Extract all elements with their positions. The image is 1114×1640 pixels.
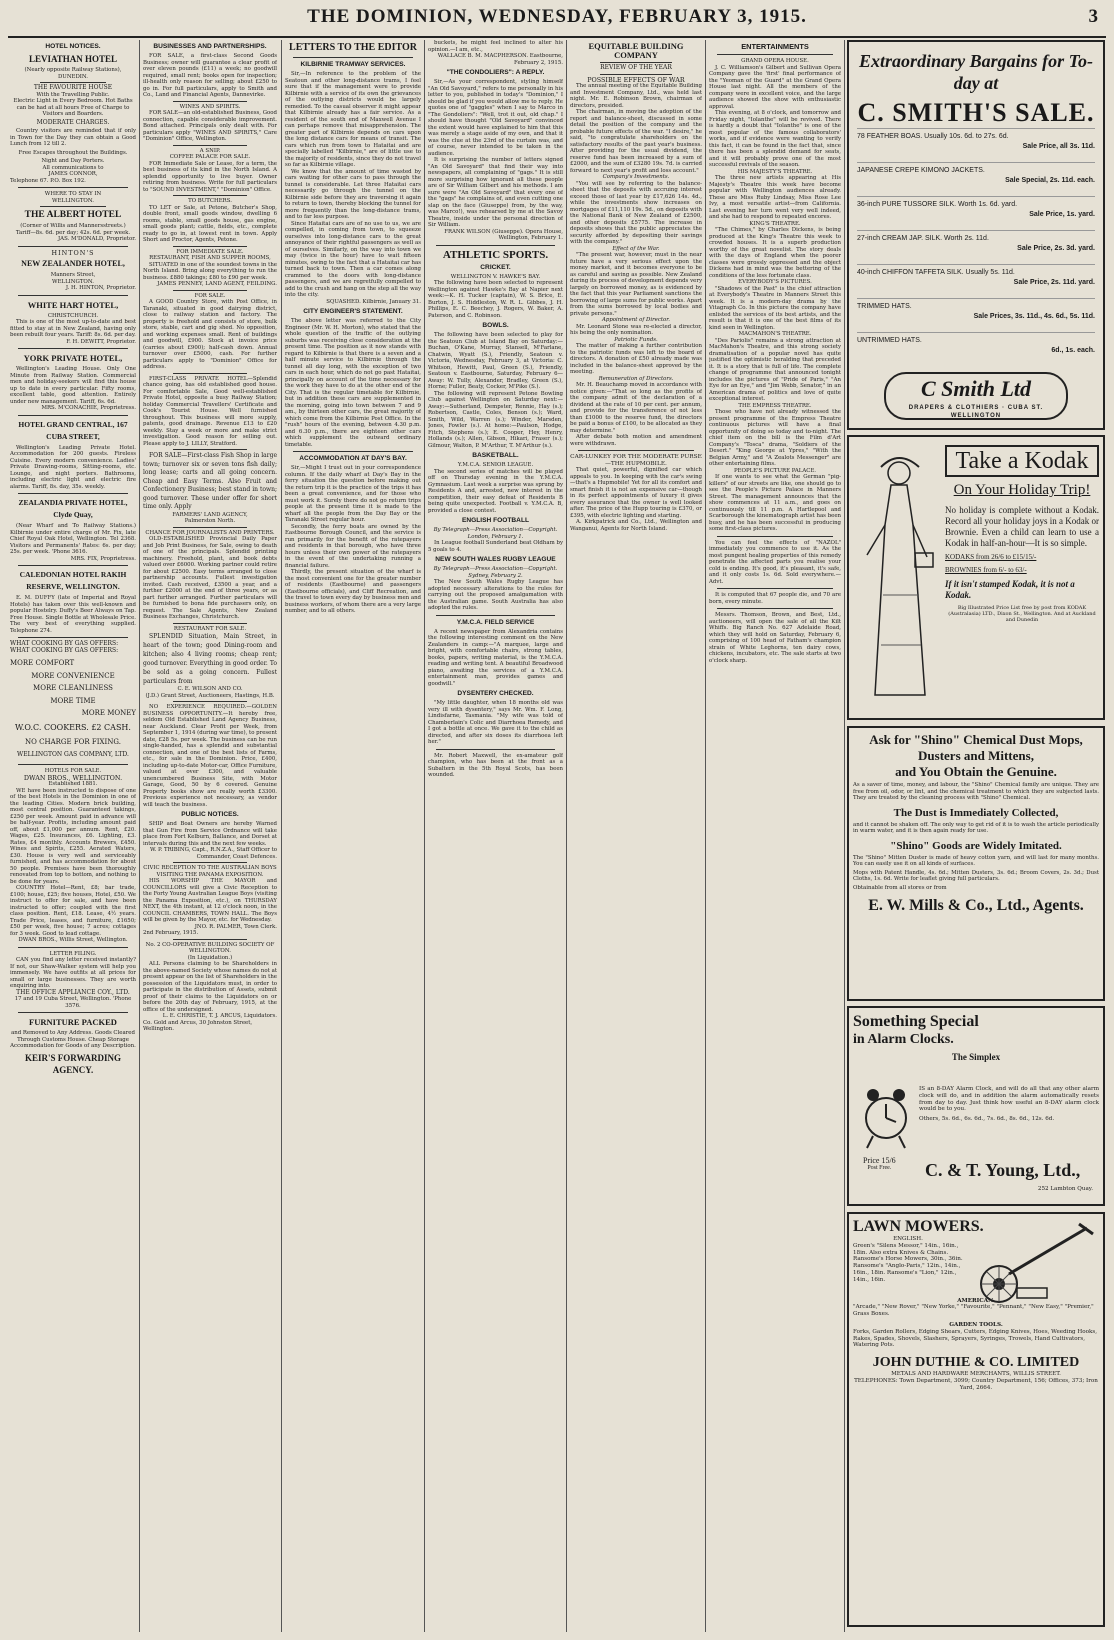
ad-text: Electric Light in Every Bedroom. Hot Baths can be had at all hours Free of Charge to Visitors and Boarders. xyxy=(13,98,133,117)
ad-text: HIS WORSHIP THE MAYOR and COUNCILLORS will give a Civic Reception to the Forty Young Australian League Boys (visiting the Panama Exposition, etc.), on THURSDAY NEXT, the 4th instant, at 12 o'clock noon, in the COUNCIL CHAMBERS, TOWN HALL. The Boys will be given by the Mayor, etc. for Wednesday. xyxy=(143,878,277,923)
article-text: Secondly, the ferry boats are owned by the Eastbourne Borough Council, and the service is run primarily for the benefit of the ratepayers and residents in that borough, who have three hours unless their own power of the ratepayers in the event of the undertaking running a financial failure. xyxy=(285,523,421,569)
article-heading: BASKETBALL. xyxy=(472,452,519,459)
article-heading: DYSENTERY CHECKED. xyxy=(457,690,534,697)
article-text: That quiet, powerful, dignified car which appeals to you. In keeping with the car's swing—that's a Hupmobile! Yet for all its comfort and smart finish it is not an expensive car—though in its perfect appointments of luxury it gives every assurance that the owner is well looked after. The price of the Hupp touring is £370, or £395, with electric lighting and starting. xyxy=(570,467,702,519)
ad-text: HINTON'S xyxy=(51,248,95,257)
ad-text: With the Travelling Public. xyxy=(36,91,110,98)
article-text: A recent newspaper from Alexandria contains the following interesting comment on the New Zealanders in camp:—"A marquee, large and bright, with comfortable chairs, strong tables, books, papers, writing material, is the Y.M.C.A. reading and writing tent. A beautiful Broadwood piano, awaiting the services of a Y.M.C.A. entertainment man, provides games and goodwill." xyxy=(428,628,563,687)
article-signature: FRANK WILSON (Giuseppe). Opera House, Wellington, February 1. xyxy=(444,228,563,241)
ad-text: NO CHARGE FOR FIXING. xyxy=(25,738,121,746)
ad-contact: TELEPHONES: Town Department, 3099; Country Department, 156; Offices, 373; Iron Yard, 2664. xyxy=(854,1377,1098,1391)
article-text: It is computed that 67 people die, and 70 are born, every minute. xyxy=(709,592,841,605)
masthead-title: THE DOMINION, WEDNESDAY, FEBRUARY 3, 1915. xyxy=(307,6,807,27)
ad-title: WHITE HART HOTEL, xyxy=(27,299,119,310)
ad-text: W. P. TRIBING, Capt., R.N.Z.A., Staff Officer to Commander, Coast Defences. xyxy=(150,847,277,860)
ad-body: As a saver of time, money, and labour, the "Shino" Chemical family are unique. They are free from oil, odor, or lint, and the chemical treatment to which they are subjected lasts. They are treated by the cleaning process with "Shino" Chemical. xyxy=(853,782,1099,801)
column-display-ads xyxy=(847,40,1107,1632)
sale-item xyxy=(857,332,1095,366)
article-heading: KING'S THEATRE. xyxy=(749,220,801,227)
article-text: We know that the amount of time wasted by cars waiting for other cars to pass through the tunnel is considerable. Let three Hataitai cars necessarily go through the tunnel on the Kilbirnie side before they are traversing it again to return to town, thereby blocking the tunnel for more frequently than the long-distance trams, and to far less purpose. xyxy=(285,168,421,220)
article-subtitle: POSSIBLE EFFECTS OF WAR xyxy=(587,75,685,84)
ad-text: CIVIC RECEPTION TO THE AUSTRALIAN BOYS VISITING THE PANAMA EXPOSITION. xyxy=(143,865,277,878)
lawn-mower-illustration xyxy=(969,1222,1097,1310)
sale-items xyxy=(849,128,1103,366)
ad-headline: and You Obtain the Genuine. xyxy=(895,764,1057,779)
ad-text: WELLINGTON. xyxy=(52,197,94,204)
ad-headline: Take a Kodak xyxy=(945,445,1099,477)
article-text: The following have been selected to play for the Seatoun Club at Island Bay on Saturday:—Buchan, O'Kane, Murray, Stansell, M'Farlane, Chatwin, Wyatt (S.), Friendly, Seatoun v. Victoria, Wednesday, February 3, at Victoria: C. Whitson, Hewitt, Paul, Green (S.), Friendly, Seatoun v. Eastbourne, Saturday, February 6—Away: W. Tully, Alexander, Bradley, Green (S.), Horne; Fuller, Beaty, Cocker, M'Pike (S.). xyxy=(428,332,563,390)
ad-price: KODAKS from 26/6 to £15/15/- xyxy=(945,553,1037,561)
article-text: The following will represent Petone Bowling Club against Wellington on Saturday next:—Away:—Sutherland, Dempster, Rennie, Hay (s.); Robertson, Castle, Coles, Benson (s.); Ward, Smith, Wild, Warren (s.); Winder, Marsden, Jones, Fowler (s.). At home:—Paulson, Hodge, Fitch, Stephens (s.); E. Cooper, Hey, Henry, Hollands (s.); Allen, Gibson, Hikari, Fraser (s.); Gilmour, Walton, P. M'Arthur, T. M'Arthur (s.). xyxy=(428,390,563,449)
article-text: The annual meeting of the Equitable Building and Investment Company, Ltd., was held last night. Mr. E. Robinson Brown, chairman of directors, presided. xyxy=(570,83,702,109)
sale-item xyxy=(857,162,1095,196)
ad-text: MRS. M'CONACHIE, Proprietress. xyxy=(41,405,136,411)
ad-agent: JOHN DUTHIE & CO. LIMITED xyxy=(872,1355,1080,1371)
ad-text: Country visitors are reminded that if only in Town for the Day they can obtain a Good Lunch from 12 till 2. xyxy=(10,128,136,147)
column-equitable xyxy=(570,40,702,1632)
kodak-ad xyxy=(847,435,1105,720)
ad-text: FOR SALE, a first-class Second Goods Business; owner will guarantee a clear profit of over eleven pounds (£11) a week; no goodwill required, small rent; books open for inspection; ill-health only reason for selling; about £250 to go in. For full particulars, apply to Smith and Co., Land and Financial Agents, Dannevirke. xyxy=(143,53,277,98)
article-text: "The present war, however, must in the near future have a very serious effect upon the money market, and it becomes everyone to be as careful and saving as possible. New Zealand during its process of development depends very largely on borrowed money, as is evidenced by the fact that this year Parliament sanctions the borrowing of large sums for public works. Apart from the sums borrowed by local bodies and private persons." xyxy=(570,252,702,317)
ad-text: COFFEE PALACE FOR SALE. xyxy=(169,154,251,160)
ad-body: and it cannot be shaken off. The only way to get rid of it is to wash the article periodically in warm water, and it is then again ready for use. xyxy=(853,821,1100,834)
ad-body: Obtainable from all stores or from xyxy=(853,884,947,891)
ad-text: MORE CLEANLINESS xyxy=(33,684,113,692)
ad-text: A GOOD Country Store, with Post Office, in Taranaki, situated in good dairying district, close to railway station and factory. The property is freehold and consists of store, bulk store, stable, cart and gig shed. No opposition, and working expenses small. Rent of buildings and goodwill, £900. Stock at invoice price (carries about £900); half-cash down. Annual turnover over £5000, cash. For further particulars apply to "Dominion" Office for address. xyxy=(143,299,277,370)
article-text: Mr. Leonard Stone was re-elected a director, his being the only nomination. xyxy=(570,323,702,336)
ad-text: MORE COMFORT xyxy=(10,659,75,667)
ad-text: SPLENDID Situation, Main Street, in heart of the town; good Dining-room and kitchen; also 4 living rooms; cheap rent; good turnover. Everything in good order. To be sold as a going concern. Fullest particulars from xyxy=(143,633,277,685)
sale-item-price: Sale Special, 2s. 11d. each. xyxy=(1005,177,1095,184)
ad-body: No holiday is complete without a Kodak. Record all your holiday joys in a Kodak or Brownie. Even a child can learn to use a Kodak in half-an-hour—It is so simple. xyxy=(945,505,1099,548)
ad-body: Forks, Garden Rollers, Edging Shears, Cutters, Edging Knives, Hoes, Weeding Hooks, Rakes, Spades, Shovels, Slashers, Sprayers, Syringes, Trowels, Hand Cultivators, Watering Pots. xyxy=(853,1328,1098,1349)
sale-item-price: Sale Price, 2s. 3d. yard. xyxy=(1017,245,1095,252)
article-heading: BOWLS. xyxy=(482,322,509,329)
ad-title: ZEALANDIA PRIVATE HOTEL, Clyde Quay, xyxy=(18,498,128,519)
article-signature: WALLACE B. M. MACPHERSON. Eastbourne, February 2, 1915. xyxy=(437,53,563,66)
ad-text: THE FAVOURITE HOUSE xyxy=(33,84,113,91)
article-heading: MACMAHON'S THEATRE. xyxy=(738,331,812,337)
sale-item-name: 36-inch PURE TUSSORE SILK. Worth 1s. 6d. yard. xyxy=(857,201,1018,208)
ad-text: (Corner of Willis and Mannersstreets.) xyxy=(20,223,126,229)
column-divider xyxy=(424,40,425,1632)
ad-agent: E. W. Mills & Co., Ltd., Agents. xyxy=(868,897,1084,914)
ad-text: This is one of the most up-to-date and best fitted to stay at in New Zealand, having only been rebuilt four years. Tariff: 8s. 6d. per day. xyxy=(10,319,136,338)
ad-text: FOR Immediate Sale or Lease, for a term, the best business of its kind in the North Island. A splendid opportunity to live buyer. Owner retiring from business. Write for full particulars to "SOUND INVESTMENT," "Dominion" Office. xyxy=(143,160,277,193)
ad-text: (J.D.) Grant Street, Auctioneers, Hastings, H.B. xyxy=(145,692,275,699)
logo-subtext: DRAPERS & CLOTHIERS · CUBA ST. WELLINGTON xyxy=(908,405,1044,419)
ad-text: FOR SALE—an old-established Business, Good connection, capable considerable improvement. Bond attached. Principals only dealt with. For particulars apply "WINES AND SPIRITS," Care "Dominion" Office, Wellington. xyxy=(143,110,277,142)
ad-text: FOR IMMEDIATE SALE. xyxy=(176,248,244,255)
article-text: Since Hataitai cars are of no use to us, we are compelled, in coming from town, to squeeze ourselves into long-distance cars to the great annoyance of their rightful passengers as well as of ourselves. Similarly, on the way into town we may (twice in the hour) have to wait fifteen minutes, owing to the fact that a Hataitai car has turned back to town. Then a car comes along crammed to the doors with long-distance passengers, and we are regretfully compelled to add to the crush and hang on the step all the way into the city. xyxy=(285,220,421,298)
ad-text: DWAN BROS., Willis Street, Wellington. xyxy=(18,937,128,943)
article-heading: EVERYBODY'S PICTURES. xyxy=(738,279,812,285)
article-text: Mr. Robert Maxwell, the ex-amateur golf champion, who has been at the front as a Subaltern in the 5th Royal Scots, has been wounded. xyxy=(428,752,563,778)
ad-title: FURNITURE PACKED xyxy=(29,1017,117,1027)
column-divider xyxy=(139,40,140,1632)
article-text: The New South Wales Rugby League has adopted necessary alterations to the rules for carrying out the proposed amalgamation with the Australian game. South Australia has also adopted the rules. xyxy=(428,579,563,611)
sale-item-name: JAPANESE CREPE KIMONO JACKETS. xyxy=(857,167,985,174)
ad-subheading: ENGLISH. xyxy=(893,1236,923,1242)
woman-illustration xyxy=(855,445,941,710)
ad-text: JAMES PENNEY, LAND AGENT, FEILDING. xyxy=(157,281,277,287)
article-text: After debate both motion and amendment were withdrawn. xyxy=(570,434,702,447)
article-subheading: WELLINGTON V. HAWKE'S BAY. xyxy=(450,273,541,280)
article-text: The chairman, in moving the adoption of the report and balance-sheet, discussed in some detail the position of the company and the probable future effects of the war. "I desire," he said, "to congratulate shareholders on the satisfactory results of the past year's business. After providing for the usual dividend, the reserve fund has been increased by a sum of £2000, and the sum of £3280 19s. 7d. is carried forward to next year's profit and loss account." xyxy=(570,109,702,174)
ad-title: KEIR'S FORWARDING AGENCY. xyxy=(25,1052,121,1075)
ad-price: Others, 5s. 6d., 6s. 6d., 7s. 6d., 8s. 6d., 12s. 6d. xyxy=(919,1116,1055,1123)
article-text: A. Kirkpatrick and Co., Ltd., Wellington and Wanganui, Agents for North Island. xyxy=(570,519,702,532)
ad-text: DWAN BROS., WELLINGTON. xyxy=(23,773,123,782)
column-divider xyxy=(844,40,845,1632)
ad-slogan: If it isn't stamped Kodak, it is not a Kodak. xyxy=(945,579,1075,600)
article-text: "Des Pariolis" remains a strong attraction at MacMahon's Theatre, and this strong society dramatisation of a popular novel has quite justified the optimistic heralding that preceded it. It is a story that is full of life. The complete change of programme that announced tonight includes the pictures of "Pride of Paris," "An Eye for an Eye," and "Jim Webb, Senator," in an American drama of politics and love of quite exceptional interest. xyxy=(709,337,841,402)
article-dateline: By Telegraph—Press Association—Copyright. London, February 1. xyxy=(433,527,558,540)
ad-text: WELLINGTON. xyxy=(52,278,94,285)
ad-text: HOTELS FOR SALE. xyxy=(44,768,102,774)
lawn-mowers-ad xyxy=(847,1212,1105,1627)
article-text: This evening, at 8 o'clock, and tomorrow and Friday night, "Iolanthe" will be revived. There is hardly a doubt that "Iolanthe" is one of the most popular of the famous collaborators' works, and if evidence were wanting to verify this fact, it can be found in the fact that, since there has been a splendid demand for seats, and it will probably prove one of the most successful revivals of the season. xyxy=(709,110,841,168)
ad-headline: Something Special xyxy=(853,1013,979,1030)
ad-text: NO EXPERIENCE REQUIRED.—GOLDEN BUSINESS OPPORTUNITY.—It hereby free, seldom Old Established Land Agency Business, near Auckland. Clear Profit per Week, from September 1, 1914 (during war time), to present date, £28 5s. per week. The business can be run single-handed, has a splendid and substantial connection, and one of the best lists of Farms, etc., for sale in the Dominion. Price, £400, including up-to-date Motor-car, Office Furniture, valued at over £300, and valuable unencumbered Business Site, with Motor Garage, Good, 50 by 6 covered. Genuine Property books show are really worth £3300. Previous experience not necessary, as vendor will teach the business. xyxy=(143,704,277,808)
ad-text: and Removed to Any Address. Goods Cleared Through Customs House. Cheap Storage Accommodation for Goods of any Description. xyxy=(10,1030,136,1049)
article-text: buckets, he might feel inclined to alter his opinion.—I am, etc., xyxy=(428,40,563,53)
sale-item-price: Sale Prices, 3s. 11d., 4s. 6d., 5s. 11d. xyxy=(973,313,1095,320)
column-divider xyxy=(705,40,706,1632)
smith-sale-ad xyxy=(847,40,1105,430)
ad-text: Telephone 67. P.O. Box 192. xyxy=(10,177,86,184)
article-heading: HIS MAJESTY'S THEATRE. xyxy=(737,168,813,175)
ad-text: C. E. WILSON AND CO. xyxy=(177,686,243,692)
sale-item xyxy=(857,230,1095,264)
ad-text: L. E. CHRISTIE, T. J. ARCUS, Liquidators. xyxy=(162,1013,277,1019)
article-text: Mr. H. Beauchamp moved in accordance with notice given:—"That so long as the profits of the company admit of the declaration of a dividend at the rate of 10 per cent. per annum, and provide for the transference of not less than £1000 to the reserve fund, the directors be paid a bonus of £100, to be allocated as they may determine." xyxy=(570,382,702,434)
ad-text: W.O.C. COOKERS. £2 CASH. xyxy=(15,722,131,732)
article-heading: ENGLISH FOOTBALL xyxy=(461,517,530,524)
ad-text: F. H. DEWITT, Proprietor. xyxy=(66,338,136,345)
section-heading: PUBLIC NOTICES. xyxy=(181,811,239,818)
section-heading: ATHLETIC SPORTS. xyxy=(442,248,549,261)
sale-item-price: Sale Price, 2s. 11d. yard. xyxy=(1013,279,1095,286)
ad-text: 2nd February, 1915. xyxy=(143,930,199,936)
column-sports xyxy=(428,40,563,1632)
ad-text: CHANCE FOR JOURNALISTS AND PRINTERS. xyxy=(145,529,275,536)
sale-item-name: 40-inch CHIFFON TAFFETA SILK. Usually 5s. 11d. xyxy=(857,269,1015,276)
ad-headline: in Alarm Clocks. xyxy=(853,1032,954,1047)
ad-text: JAMES CONNOR, xyxy=(48,171,98,177)
column-divider xyxy=(281,40,282,1632)
ad-price: BROWNIES from 6/- to 63/- xyxy=(945,566,1027,574)
column-hotel-notices xyxy=(10,40,136,1632)
smith-logo xyxy=(884,372,1068,420)
ad-text: WHERE TO STAY IN xyxy=(44,191,102,197)
alarm-clock-icon xyxy=(859,1086,913,1154)
ad-text: THE OFFICE APPLIANCE COY., LTD. xyxy=(16,988,130,996)
article-signature: SQUASHED. Kilbirnie, January 31. xyxy=(326,298,421,305)
article-subheading: Patriotic Funds. xyxy=(614,336,658,343)
ad-text: FOR SALE. xyxy=(194,292,226,299)
ad-text: MRS. FIX, Proprietress. xyxy=(70,555,136,562)
ad-body: IS an 8-DAY Alarm Clock, and will do all that any other alarm clock will do, and in addition the alarm automatically resets from day to day. Just think how useful an 8-DAY alarm clock would be to you. xyxy=(919,1086,1099,1113)
ad-headline: C. SMITH'S SALE. xyxy=(857,98,1095,127)
ad-text: FOR SALE—First-class Fish Shop in large town; turnover six or seven tons fish daily; long lease; carts and all going concern. Cheap and Easy Terms. Also Fruit and Confectionery Business; best stand in town; good turnover. These under offer for short time only. Apply xyxy=(143,452,277,510)
column-divider xyxy=(566,40,567,1632)
ad-text: LETTER FILING. xyxy=(49,950,97,957)
ad-title: YORK PRIVATE HOTEL, xyxy=(23,353,123,363)
article-subheading: Remuneration of Directors. xyxy=(598,375,674,382)
ad-title: HOTEL GRAND CENTRAL, 167 CUBA STREET, xyxy=(18,419,128,441)
shino-ad xyxy=(847,726,1105,1001)
ad-text: ALL Persons claiming to be Shareholders in the above-named Society whose names do not at present appear on the list of Shareholders in the possession of the Liquidators must, in order to participate in the distribution of Assets, submit proof of their claims to the Liquidators on or before the 20th day of February, 1915, at the office of the undersigned. xyxy=(143,961,277,1013)
ad-headline: LAWN MOWERS. xyxy=(853,1218,984,1235)
sale-item xyxy=(857,264,1095,298)
ad-text: TO BUTCHERS. xyxy=(188,198,232,204)
ad-subheading: AMERICAN. xyxy=(957,1297,995,1304)
ad-text: FARMERS' LAND AGENCY, xyxy=(172,511,248,518)
ad-address: METALS AND HARDWARE MERCHANTS, WILLIS STREET. xyxy=(891,1371,1061,1378)
ad-text: Wellington's Leading House. Only One Minute from Railway Station. Commercial men and holiday-seekers will find this house up to date in every particular. Fifty rooms, excellent table, good attention. Entirely under new management. Tariff, 6s. 6d. xyxy=(10,366,136,405)
article-heading: CAR-LUNKEY FOR THE MODERATE PURSE—THE HUPMOBILE. xyxy=(570,454,702,467)
ad-headline: Ask for "Shino" Chemical Dust Mops, Dusters and Mittens, xyxy=(869,732,1083,763)
column-entertainments xyxy=(709,40,841,1632)
column-businesses xyxy=(143,40,277,1632)
sale-item-name: 27-inch CREAM JAP. SILK. Worth 2s. 11d. xyxy=(857,235,989,242)
logo-text: C Smith Ltd xyxy=(920,376,1032,401)
sale-item-price: 6d., 1s. each. xyxy=(1051,347,1095,354)
ad-text: WHAT COOKING BY GAS OFFERS: xyxy=(10,640,119,647)
ad-text: WELLINGTON GAS COMPANY, LTD. xyxy=(17,750,129,758)
ad-price: Mops with Patent Handle, 4s. 6d.; Mitten Dusters, 3s. 6d.; Broom Covers, 2s. 3d.; Dust Cloths, 1s. 6d. Write for leaflet giving full particulars. xyxy=(853,869,1099,882)
sale-item-price: Sale Price, all 3s. 11d. xyxy=(1022,143,1095,150)
ad-text: RESTAURANT, FISH AND SUPPER ROOMS, xyxy=(149,255,271,261)
section-heading: ENTERTAINMENTS xyxy=(741,42,809,51)
article-subheading: Y.M.C.A. SENIOR LEAGUE. xyxy=(457,462,534,468)
ad-text: COUNTRY Hotel—Rent, £8; bar trade, £100; house, £25; five houses, Hotel, £50. We instruct to offer for sale, and have been instructed to offer; coupled with the first class position. Rent, £18. Lease, 4½ years. Trade Price, leases, and furniture, £1650; £50 per week, five house; 7 acres; cottages for 3 week. Good to lead cottage. xyxy=(10,885,136,937)
ad-text: Wellington's Leading Private Hotel. Accommodation for 200 guests. Fireless Cuisine. Every modern convenience. Ladies' Private Drawing-rooms, Sitting-rooms, etc. Lounge, and night porters. Bathrooms, including electric light and electric fire alarms. Tariff, 8s. day, 35s. weekly. xyxy=(10,444,136,490)
article-text: Sir,—In reference to the problem of the Seatoun and other long-distance trams, I feel sure that if the management were to provide Kilbirnie with a service of its own the grievances of the outlying districts would be largely remedied. To the casual observer it might appear that Kilbirnie already has a fair service. As a resident of the south end of Maxwell Avenue I can perhaps remove that misapprehension. The greater part of Kilbirnie depends on cars upon the long distance cars for means of transit. The cars which run from town to Hataitai and are specially labelled "Kilbirnie," are of little use to the majority of residents, since they do not travel so far as Kilbirnie village. xyxy=(285,71,421,168)
ad-text: FIRST-CLASS PRIVATE HOTEL—Splendid chance going, has old established good house. For comfortable Sale, Good well-established Private Hotel, opposite a busy Railway Station; holiday Commercial Travellers' Certificate and Cook's Tourist House. Well furnished throughout. This business will more supply, patents, good drainage. Revenue £13 to £20 weekly. Stay a week or more and make strict investigation. Good reason for selling out. Please apply to J. LILLY, Stratford. xyxy=(143,375,277,447)
article-subheading: Effect of the War. xyxy=(612,245,660,252)
ad-text: MORE CONVENIENCE xyxy=(31,671,115,680)
article-heading: CITY ENGINEER'S STATEMENT. xyxy=(303,308,403,315)
ad-title: LEVIATHAN HOTEL xyxy=(28,54,118,64)
ad-title: THE ALBERT HOTEL xyxy=(24,210,122,220)
ad-text: JNO. R. PALMER, Town Clerk. xyxy=(194,923,277,930)
ad-text: Free Escapes throughout the Buildings. xyxy=(18,149,128,156)
article-heading: CRICKET. xyxy=(480,263,511,271)
masthead xyxy=(0,0,1114,38)
ad-text: MODERATE CHARGES. xyxy=(36,118,110,126)
ad-text: MORE TIME xyxy=(50,696,96,705)
article-title: EQUITABLE BUILDING COMPANY xyxy=(588,41,684,60)
ad-text: TO LET or Sale, at Petone, Butcher's Shop, double front, small goods window, dwelling 6 rooms, stable, small goods house, gas engine, small goods plant; cattle, fields, etc., complete ready to go in, at lowest rent in town. Apply Short and Proctor, Agents, Petone. xyxy=(143,204,277,243)
article-subtitle: REVIEW OF THE YEAR xyxy=(600,64,672,71)
ad-text: SHIP and Boat Owners are hereby Warned that Gun Fire from Service Ordnance will take place from Fort Kelburn, Ballance, and Dorset at intervals during this and the next few weeks. xyxy=(143,821,277,847)
article-text: The second series of matches will be played off on Thursday evening in the Y.M.C.A. Gymnasium. Last week a surprise was sprung by Residents A and, arrested, new interest in the competition, their easy defeat of Residents B being quite unexpected. Football v. Y.M.C.A. B, provided a close contest. xyxy=(428,468,563,514)
sale-item xyxy=(857,196,1095,230)
article-text: Sir,—As your correspondent, styling himself "An Old Savoyard," refers to me personally in his letter to you, published in today's "Dominion," I should be glad if you would allow me to reply. He quotes one of "gaggles" when I say to Marco in "The Gondoliers": "Well, trot it out, old chap." I should have thought "Old Savoyard" convinced the extent would have explained to him that this was merely a stage aside of my own, and that it was the clue at the 23rd of the curtain was, and of course, never intended to be taken in the audience. xyxy=(428,79,563,157)
ad-text: E. M. DUFFY (late of Imperial and Royal Hotels) has taken over this well-known and popular Hostelry. Duffy's Beer Always on Tap. Free House. Single Bottle at Wholesale Price. The very best of everything supplied. Telephone 274. xyxy=(10,595,136,634)
ad-text: J. H. HINTON, Proprietor. xyxy=(65,285,136,291)
article-text: In League football Sunderland beat Oldham by 5 goals to 4. xyxy=(428,540,563,553)
ad-text: CHRISTCHURCH. xyxy=(47,312,99,319)
article-heading: GRAND OPERA HOUSE. xyxy=(741,58,809,64)
ad-body: Green's "Silens Messor," 14in., 16in., 18in. Also extra Knives & Chains. Ransome's Horse Mowers, 30in., 36in. Ransome's "Anglo-Paris," 12in., 14in., 16in., 18in. Ransome's "Lion," 12in., 14in., 16in. xyxy=(853,1242,963,1283)
section-heading: HOTEL NOTICES. xyxy=(45,43,101,50)
ad-text: RESTAURANT FOR SALE. xyxy=(173,625,247,632)
ad-text: (In Liquidation.) xyxy=(187,954,233,961)
article-text: The matter of making a further contribution to the patriotic funds was left to the board of directors. A donation of £50 already made was included in the balance-sheet approved by the meeting. xyxy=(570,343,702,375)
ad-subheadline: "Shino" Goods are Widely Imitated. xyxy=(890,839,1062,852)
ad-subheadline: On Your Holiday Trip! xyxy=(953,482,1091,498)
article-dateline: By Telegraph—Press Association—Copyright. Sydney, February 2. xyxy=(433,566,558,579)
ad-text: A SNIP. xyxy=(199,147,221,154)
article-text: Messrs. Thomson, Brown, and Best, Ltd., auctioneers, will open the sale of all the Kilt Whiffs. Big Ranch No. 627 Adelaide Road, which they will hold on Saturday, February 6, comprising of 100 head of Fatham's champion strain of White Leghorns, ten dairy cows, chickens, incubators, etc. The sale starts at two o'clock sharp. xyxy=(709,612,841,664)
page-number: 3 xyxy=(1088,6,1098,27)
ad-text: CAN you find any letter received instantly? If not, our Shaw-Walker system will help you immensely. We have outfits at all prices for small or large businesses. They are worth enquiring into. xyxy=(10,957,136,989)
article-heading: ACCOMMODATION AT DAY'S BAY. xyxy=(299,455,407,462)
article-text: Those who have not already witnessed the present programme of the Empress Theatre continuous pictures will have a final opportunity of doing so today and to-night. The chief item on the bill is the Film d'Art Company's "Tosca" drama, "Soldiers of the Desert." "King George at Ypres," "With the Belgian Army," and "A Zealots Messenger" are other entertaining films. xyxy=(709,409,841,467)
section-heading: BUSINESSES AND PARTNERSHIPS. xyxy=(153,43,267,50)
sale-item-name: UNTRIMMED HATS. xyxy=(857,337,922,344)
article-text: Thirdly, the present situation of the wharf is the most convenient one for the greater number of residents (Eastbourne) and passengers (Eastbourne officials), and Cliff Recreation, and the travel to town every day by business men and business workers, of whom there are a very large number, and to all others. xyxy=(285,569,421,614)
article-text: You can feel the effects of "NAZOL" immediately you commence to use it. As the most pungent healing properties of this remedy penetrate the affected parts you realise your cold is ending. It's good, it's pleasant, it's safe, and it only costs 1s. 6d. Sold everywhere.—Advt. xyxy=(709,539,841,585)
ad-text: Manners Street, xyxy=(50,272,96,278)
sale-item-price: Sale Price, 1s. yard. xyxy=(1029,211,1095,218)
ad-text: WHAT COOKING BY GAS OFFERS: xyxy=(10,646,119,654)
ad-body: "Arcade," "New Rover," "New Yorke," "Favourite," "Pennant," "New Easy," "Premier," Grass Boxes. xyxy=(853,1304,1094,1318)
sale-item-name: TRIMMED HATS. xyxy=(857,303,912,310)
ad-text: (Near Wharf and To Railway Stations.) Kilbirnie under entire charge of Mr. Fix, late Chief Royal Oak Hotel, Wellington. Tel 2368. Visitors and Permanents' Rates: 6s. per day; 25s. per week. 'Phone 3616. xyxy=(10,523,136,555)
article-heading: KILBIRNIE TRAMWAY SERVICES. xyxy=(300,61,406,68)
article-subheading: Appointment of Director. xyxy=(602,317,670,323)
article-text: "Shadows of the Past" is the chief attraction at Everybody's Theatre in Manners Street this week. It is a modern-day drama by the Vitagraph Co. In this picture the company have enlisted the services of its best artists, and the result is that it is one of the best films of its kind seen in Wellington. xyxy=(709,285,841,331)
article-text: If one wants to see what the German "pig-killers" of our streets are like, one should go to see the People's Picture Palace in Manners Street. The management announces that the show commences at 11 a.m., and goes on continuously till 11 p.m. A Hartlepool and Scarborough the kinematograph artist has been busy, and he has been successful in producing some first-class pictures. xyxy=(709,474,841,532)
ad-text: 17 and 19 Cuba Street, Wellington. 'Phone 3576. xyxy=(14,996,132,1009)
article-heading: PEOPLE'S PICTURE PALACE. xyxy=(733,467,816,474)
article-heading: "THE CONDOLIERS": A REPLY. xyxy=(446,69,545,76)
article-text: The following have been selected to represent Wellington against Hawke's Bay at Napier next week:—K. H. Tucker (captain), W. S. Brice, E. Burton, J. S. Hiddleston, W. R. L. Gibbes, J. H. Phillips, E. C. Beechey, J. Rogers, W. Baker, A. Paterson, and C. Robinson. xyxy=(428,280,563,319)
article-heading: NEW SOUTH WALES RUGBY LEAGUE xyxy=(435,556,556,563)
ad-text: Night and Day Porters. xyxy=(41,158,105,164)
ad-subheadline: The Simplex xyxy=(951,1052,1001,1062)
ad-address: 252 Lambton Quay. xyxy=(1037,1186,1093,1192)
ad-body: The "Shino" Mitten Duster is made of heavy cotton yarn, and will last for many months. You can easily use it on all kinds of surfaces. xyxy=(853,854,1099,867)
article-text: The above letter was referred to the City Engineer (Mr. W. H. Morton), who stated that the whole question of the traffic of the outlying suburbs was receiving close consideration at the present time. The position as it now stands with regard to Kilbirnie is that there is a seven and a half minute service to Kilbirnie through the tunnel all day long, with the exception of two cars in each hour, which do not go past Hataitai, principally on account of the time necessary for the work they have to do at the other end of the City. That is the regular timetable for Kilbirnie, but in addition these cars are supplemented in the morning, going into town between 7 and 9 am., by thirteen other cars, the great majority of which come from the Kilbirnie Post Office. In the "rush" hours of the evening, between 4.30 p.m. and 6.30 p.m., there are eighteen other cars which supplement the outward ordinary timetable. xyxy=(285,318,421,448)
ad-title: CALEDONIAN HOTEL RAKIH RESERVE, WELLINGTON. xyxy=(19,570,127,591)
ad-price: Price 15/6 xyxy=(863,1156,896,1165)
ad-text: Post Free. xyxy=(867,1165,892,1171)
article-heading: Y.M.C.A. FIELD SERVICE xyxy=(456,618,535,626)
ad-text: (Nearly opposite Railway Stations), DUNEDIN. xyxy=(24,67,122,80)
ad-text: WE have been instructed to dispose of one of the best Hotels in the Dominion in one of the leading Cities. Modern brick building, most central position. Guaranteed takings, £250 per week. Amount paid in advance will be half-year. Profits, including amount paid off, about £1,000 per annum. Rent, £20. Wages, £25. Insurances, £6. Lighting, £3. Rates, £4 monthly. Accounts Brewers, £450. Wines and Spirits, £255. Aerated Waters, £30. House is very well and serviceably furnished, and has accommodation for about 50 people. Premises have been thoroughly renovated from top to bottom, and nothing to be done for years. xyxy=(10,787,136,885)
masthead-rule xyxy=(8,36,1106,38)
ad-agent: C. & T. Young, Ltd., xyxy=(925,1160,1081,1180)
article-subheading: Company's Investments. xyxy=(602,174,670,180)
ad-subheadline: The Dust is Immediately Collected, xyxy=(893,806,1059,819)
ad-subheading: GARDEN TOOLS. xyxy=(949,1321,1003,1328)
ad-text: No. 2 CO-OPERATIVE BUILDING SOCIETY OF WELLINGTON. xyxy=(145,941,275,954)
article-text: Sir,—Might I trust out in your correspondence column. If the daily wharf at Day's Bay in the ferry situation the question before making out the return trip it is the practice of the trips it has been a great convenience, and for those who must work it. Surely there do not go return trips people at the present time it is made to the wharf all the people from the Day Bay or the Taranaki Street regular hour. xyxy=(285,465,421,523)
ad-text: Tariff—8s. 6d. per day; 42s. 6d. per week. xyxy=(15,229,131,236)
article-text: "The Chimes," by Charles Dickens, is being produced at the King's Theatre this week to crowded houses. It is a superb production worthy of the great novelist. The story deals with the days of England when the poorer classes were grossly oppressed and the object Dickens had in mind was the bettering of the conditions of the less fortunate class. xyxy=(709,227,841,279)
ad-text: MORE MONEY xyxy=(81,709,136,717)
article-text: "My little daughter, when 18 months old was very ill with dysentery," says Mr. Wm. F. Long, Lindisfarne, Tasmania. "My wife was told of Chamberlain's Colic and Diarrhoea Remedy, and I got a bottle at once. We gave it to the child as directed, and after six doses its diarrhoea left her." xyxy=(428,700,563,745)
ad-title: NEW ZEALANDER HOTEL, xyxy=(21,259,125,268)
article-text: "You will see by referring to the balance-sheet that the deposits with accruing interest exceed those of last year by £17,626 14s. 4d., while the investments show increases on mortgages of £11,110 19s. 5d., on deposits with the National Bank of New Zealand of £2500, and other deposits £5775. The increase in deposits shows that the public appreciates the security afforded by depositing their savings with the company." xyxy=(570,180,702,245)
ad-text: All communications to xyxy=(42,164,104,171)
sale-item xyxy=(857,128,1095,162)
sale-item xyxy=(857,298,1095,332)
ad-footer: Big Illustrated Price List free by post from KODAK (Australasia) LTD., Dixon St., Wellington. And at Auckland and Dunedin xyxy=(948,605,1096,623)
ad-text: Co. Gold and Arcus, 30 Johnston Street, Wellington. xyxy=(143,1019,253,1032)
ad-text: Established 1881. xyxy=(48,781,98,787)
column-letters xyxy=(285,40,421,1632)
alarm-clock-ad xyxy=(847,1006,1105,1206)
ad-text: Palmerston North. xyxy=(184,518,236,524)
article-text: It is surprising the number of letters signed "An Old Savoyard" that find their way into newspapers, all complaining of "gags." It is still more surprising how ignorant all these people are of Sir William Gilbert and his methods. I am sure were "An Old Savoyard" that every one of the "gags" he complains of, and even cutting one slap on the face (Giuseppe) from, by the way, was Marco!), was rehearsed by me at the Savoy Theatre, inside under the personal direction of Sir William. xyxy=(428,157,563,228)
article-heading: THE EMPRESS THEATRE. xyxy=(738,402,812,409)
ad-text: WINES AND SPIRITS. xyxy=(179,103,241,110)
ad-headline: Extraordinary Bargains for To-day at xyxy=(859,51,1093,93)
article-text: J. C. Williamson's Gilbert and Sullivan Opera Company gave the 'first' final performance of the "Yeoman of the Guard" at the Grand Opera House last night. All the members of the company were in excellent voice, and the large audience showed the show with enthusiastic approval. xyxy=(709,64,841,110)
section-heading: LETTERS TO THE EDITOR xyxy=(289,42,417,53)
ad-text: SITUATED in one of the soundest towns in the North Island. Bring along everything to run the business. £880 takings; £80 to £90 per week. xyxy=(143,261,277,281)
sale-item-name: 78 FEATHER BOAS. Usually 10s. 6d. to 27s. 6d. xyxy=(857,133,1009,140)
ad-text: OLD-ESTABLISHED Provincial Daily Paper and Job Print Business, for Sale, owing to death of one of the principals. Splendid printing machinery. Freehold, plant, and book debts valued over £6000. Working partner could retire for about £2500. Easy terms arranged to close partnership accounts. Fullest investigation invited. Cash received, £3500 a year, and a further £2000 at the end of three years, or as part further arranged. Further particulars will be furnished to bona fide purchasers only, on request. The Sale Agents, New Zealand Business Exchanges, Christchurch. xyxy=(143,536,277,620)
article-text: The three new artists appearing at His Majesty's Theatre this week have become popular with Wellington audiences already. These are Miss Ruby Lindsay, Miss Rose Lee Ivy, a most versatile artist—from California. Last evening her turn went very well indeed, and she had to respond to repeated encores. xyxy=(709,175,841,220)
ad-text: JAS. M'DONALD, Proprietor. xyxy=(58,236,136,242)
